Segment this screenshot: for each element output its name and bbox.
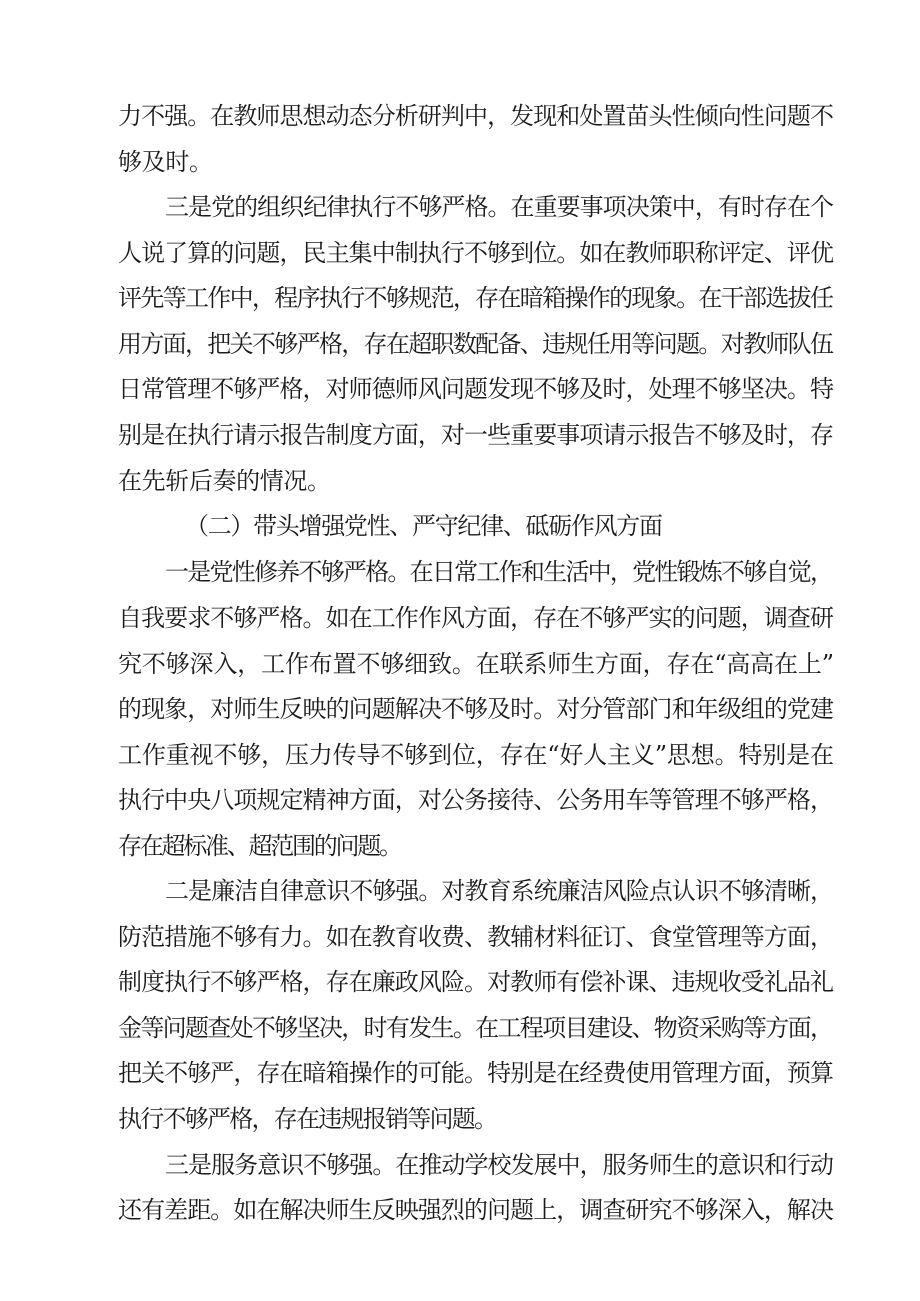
body-line: 三是党的组织纪律执行不够严格。在重要事项决策中，有时存在个	[165, 193, 834, 221]
body-line: 人说了算的问题，民主集中制执行不够到位。如在教师职称评定、评优	[118, 239, 834, 267]
body-line: 金等问题查处不够坚决，时有发生。在工程项目建设、物资采购等方面，	[118, 1014, 833, 1042]
body-line: 自我要求不够严格。如在工作作风方面，存在不够严实的问题，调查研	[118, 604, 834, 632]
body-line: 存在超标准、超范围的问题。	[118, 832, 401, 860]
body-line: 工作重视不够，压力传导不够到位，存在“好人主义”思想。特别是在	[118, 741, 834, 769]
body-line: 把关不够严，存在暗箱操作的可能。特别是在经费使用管理方面，预算	[118, 1059, 834, 1087]
body-line: 三是服务意识不够强。在推动学校发展中，服务师生的意识和行动	[165, 1151, 834, 1179]
body-line: 究不够深入，工作布置不够细致。在联系师生方面，存在“高高在上”	[118, 650, 834, 678]
body-line: 在先斩后奏的情况。	[118, 467, 331, 495]
section-heading: （二）带头增强党性、严守纪律、砥砺作风方面	[185, 512, 662, 540]
body-line: 执行中央八项规定精神方面，对公务接待、公务用车等管理不够严格，	[118, 786, 834, 814]
body-line: 评先等工作中，程序执行不够规范，存在暗箱操作的现象。在干部选拔任	[118, 284, 833, 312]
body-line: 一是党性修养不够严格。在日常工作和生活中，党性锻炼不够自觉，	[165, 558, 833, 586]
body-line: 够及时。	[118, 148, 213, 176]
body-line: 的现象，对师生反映的问题解决不够及时。对分管部门和年级组的党建	[118, 695, 834, 723]
body-line: 日常管理不够严格，对师德师风问题发现不够及时，处理不够坚决。特	[118, 375, 834, 403]
body-line: 制度执行不够严格，存在廉政风险。对教师有偿补课、违规收受礼品礼	[118, 968, 834, 996]
body-line: 还有差距。如在解决师生反映强烈的问题上，调查研究不够深入，解决	[118, 1196, 834, 1224]
body-line: 执行不够严格，存在违规报销等问题。	[118, 1105, 497, 1133]
body-line: 别是在执行请示报告制度方面，对一些重要事项请示报告不够及时，存	[118, 421, 834, 449]
body-line: 力不强。在教师思想动态分析研判中，发现和处置苗头性倾向性问题不	[118, 102, 834, 130]
body-line: 用方面，把关不够严格，存在超职数配备、违规任用等问题。对教师队伍	[118, 330, 833, 358]
body-line: 防范措施不够有力。如在教育收费、教辅材料征订、食堂管理等方面，	[118, 923, 834, 951]
body-line: 二是廉洁自律意识不够强。对教育系统廉洁风险点认识不够清晰，	[165, 877, 834, 905]
